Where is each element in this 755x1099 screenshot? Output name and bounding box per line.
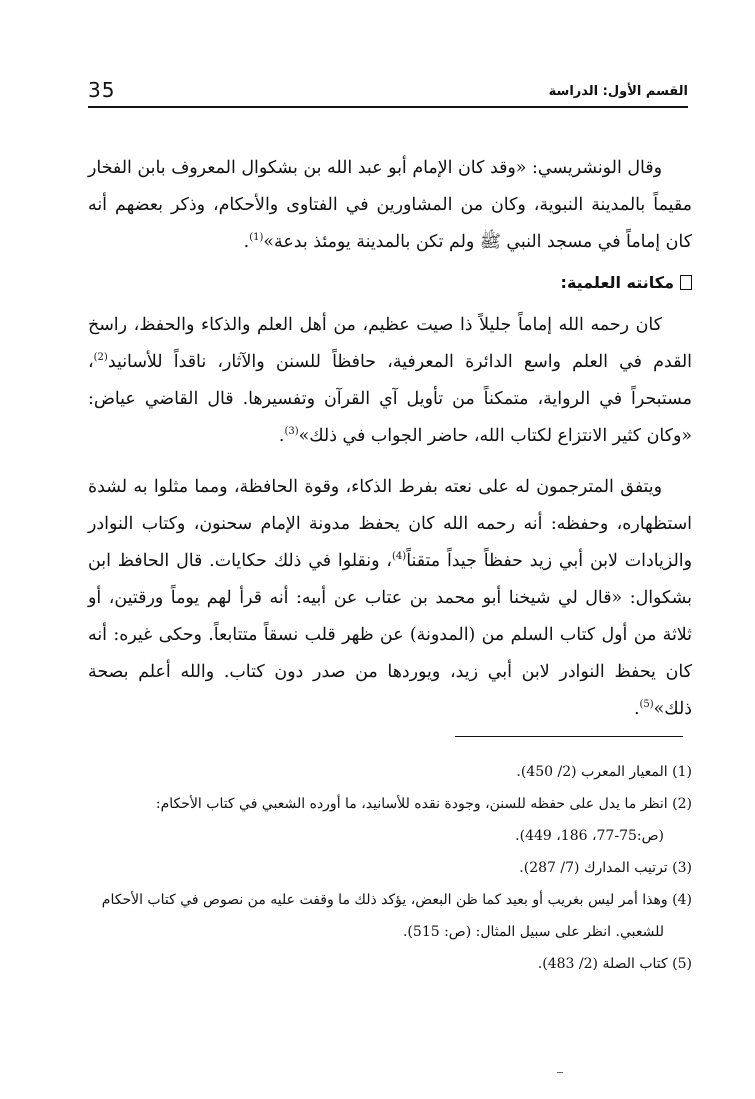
footnotes bbox=[88, 756, 692, 980]
footnote: (4) وهذا أمر ليس بغريب أو بعيد كما ظن البعض، يؤكد ذلك ما وقفت عليه من نصوص في كتاب الأحكام للشعبي. انظر على سبيل المثال: (ص: 515). bbox=[101, 892, 692, 940]
paragraph-scholarly-status: كان رحمه الله إماماً جليلاً ذا صيت عظيم، من أهل العلم والذكاء والحفظ، راسخ القدم في العلم واسع الدائرة المعرفية، حافظاً للسنن والآثار، ناقداً للأسانيد$^{(2)}$، مستبحراً في الرواية، متمكناً من تأويل آي القرآن وتفسيرها. قال القاضي عياض: «وكان كثير الانتزاع لكتاب الله، حاضر الجواب في ذلك»$^{(3)}$. bbox=[88, 315, 693, 446]
footnote-separator bbox=[455, 736, 683, 737]
footnote-ref-2: (2) bbox=[93, 352, 108, 364]
section-heading: مكانته العلمية: bbox=[88, 267, 692, 299]
page-mark bbox=[557, 1072, 563, 1074]
page-number: 35 bbox=[88, 78, 116, 102]
square-bullet-icon bbox=[680, 275, 692, 290]
footnote-ref-1: (1) bbox=[249, 232, 264, 244]
running-head: القسم الأول: الدراسة bbox=[548, 84, 688, 99]
main-text bbox=[88, 150, 692, 728]
footnote: (5) كتاب الصلة (2/ 483). bbox=[537, 956, 692, 972]
footnote: (1) المعيار المعرب (2/ 450). bbox=[516, 764, 692, 780]
footnote-ref-3: (3) bbox=[284, 426, 299, 438]
header-rule bbox=[88, 106, 688, 108]
footnote-ref-4: (4) bbox=[392, 551, 407, 563]
paragraph-wansharisi-quote: وقال الونشريسي: «وقد كان الإمام أبو عبد الله بن بشكوال المعروف بابن الفخار مقيماً بالمدينة النبوية، وكان من المشاورين في الفتاوى والأحكام، وذكر بعضهم أنه كان إماماً في مسجد النبي ﷺ ولم تكن بالمدينة يومئذ بدعة»$^{(1)}$. bbox=[88, 158, 692, 252]
page-header bbox=[88, 78, 688, 104]
footnote-ref-5: (5) bbox=[639, 699, 654, 711]
footnote: (3) ترتيب المدارك (7/ 287). bbox=[519, 860, 692, 876]
paragraph-memory: ويتفق المترجمون له على نعته بفرط الذكاء، وقوة الحافظة، ومما مثلوا به لشدة استظهاره، وحفظه: أنه رحمه الله كان يحفظ مدونة الإمام سحنون، وكتاب النوادر والزيادات لابن أبي زيد حفظاً جيداً متقناً$^{(4)}$، ونقلوا في ذلك حكايات. قال الحافظ ابن بشكوال: «قال لي شيخنا أبو محمد بن عتاب عن أبيه: أنه قرأ لهم يوماً ورقتين، أو ثلاثة من أول كتاب السلم من (المدونة) عن ظهر قلب نسقاً متتابعاً. وحكى غيره: أنه كان يحفظ النوادر لابن أبي زيد، ويوردها من صدر دون كتاب. والله أعلم بصحة ذلك»$^{(5)}$. bbox=[88, 477, 692, 719]
footnote: (2) انظر ما يدل على حفظه للسنن، وجودة نقده للأسانيد، ما أورده الشعبي في كتاب الأحكام: (ص:75-77، 186، 449). bbox=[155, 796, 692, 844]
